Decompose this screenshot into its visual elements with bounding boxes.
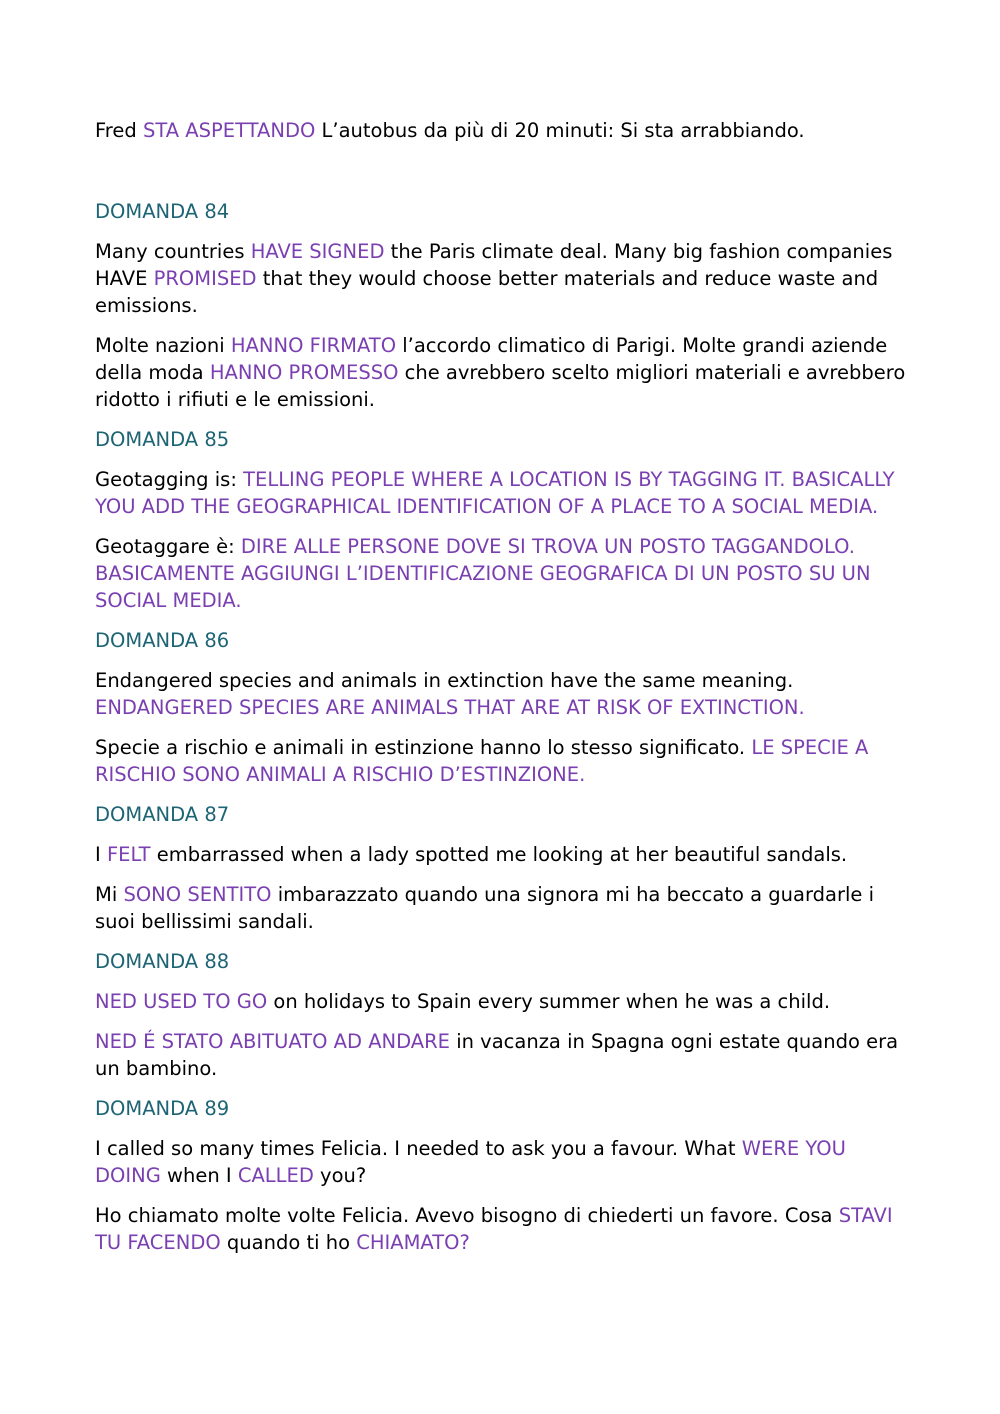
intro-sentence: Fred STA ASPETTANDO L’autobus da più di 20 minuti: Si sta arrabbiando.: [95, 119, 805, 142]
question-heading-89: DOMANDA 89: [95, 1097, 230, 1120]
english-sentence-86: Endangered species and animals in extinction have the same meaning. ENDANGERED SPECIES ARE ANIMALS THAT ARE AT RISK OF EXTINCTION.: [95, 669, 805, 719]
question-heading-88: DOMANDA 88: [95, 950, 230, 973]
english-sentence-85: Geotagging is: TELLING PEOPLE WHERE A LOCATION IS BY TAGGING IT. BASICALLY YOU ADD THE GEOGRAPHICAL IDENTIFICATION OF A PLACE TO A SOCIAL MEDIA.: [95, 468, 895, 518]
answer-highlight: STA ASPETTANDO: [142, 119, 316, 142]
answer-highlight: TELLING PEOPLE WHERE A LOCATION IS BY TAGGING IT. BASICALLY YOU ADD THE GEOGRAPHICAL IDENTIFICATION OF A PLACE TO A SOCIAL MEDIA.: [95, 468, 895, 518]
italian-sentence-89: Ho chiamato molte volte Felicia. Avevo bisogno di chiederti un favore. Cosa STAVI TU FACENDO quando ti ho CHIAMATO?: [95, 1204, 893, 1254]
answer-highlight: LE SPECIE A RISCHIO SONO ANIMALI A RISCHIO D’ESTINZIONE.: [95, 736, 869, 786]
question-heading-85: DOMANDA 85: [95, 428, 230, 451]
answer-highlight: NED É STATO ABITUATO AD ANDARE: [95, 1030, 450, 1053]
italian-sentence-87: Mi SONO SENTITO imbarazzato quando una signora mi ha beccato a guardarle i suoi bellissimi sandali.: [95, 883, 875, 933]
answer-highlight: CALLED: [237, 1164, 314, 1187]
english-sentence-89: I called so many times Felicia. I needed to ask you a favour. What WERE YOU DOING when I CALLED you?: [95, 1137, 846, 1187]
answer-highlight: PROMISED: [153, 267, 257, 290]
italian-sentence-85: Geotaggare è: DIRE ALLE PERSONE DOVE SI TROVA UN POSTO TAGGANDOLO. BASICAMENTE AGGIUNGI L’IDENTIFICAZIONE GEOGRAFICA DI UN POSTO SU UN SOCIAL MEDIA.: [95, 535, 871, 612]
answer-highlight: NED USED TO GO: [95, 990, 268, 1013]
italian-sentence-86: Specie a rischio e animali in estinzione hanno lo stesso significato. LE SPECIE A RISCHIO SONO ANIMALI A RISCHIO D’ESTINZIONE.: [95, 736, 869, 786]
answer-highlight: FELT: [106, 843, 151, 866]
english-sentence-84: Many countries HAVE SIGNED the Paris climate deal. Many big fashion companies HAVE PROMISED that they would choose better materials and reduce waste and emissions.: [95, 240, 893, 317]
answer-highlight: CHIAMATO?: [356, 1231, 470, 1254]
answer-highlight: STAVI TU FACENDO: [95, 1204, 893, 1254]
question-heading-84: DOMANDA 84: [95, 200, 230, 223]
question-heading-86: DOMANDA 86: [95, 629, 230, 652]
answer-highlight: HANNO FIRMATO: [230, 334, 397, 357]
document-page: [95, 117, 910, 1269]
question-heading-87: DOMANDA 87: [95, 803, 230, 826]
answer-highlight: HANNO PROMESSO: [209, 361, 399, 384]
answer-highlight: HAVE SIGNED: [250, 240, 385, 263]
italian-sentence-88: NED É STATO ABITUATO AD ANDARE in vacanza in Spagna ogni estate quando era un bambino.: [95, 1030, 899, 1080]
answer-highlight: WERE YOU DOING: [95, 1137, 846, 1187]
answer-highlight: ENDANGERED SPECIES ARE ANIMALS THAT ARE AT RISK OF EXTINCTION.: [95, 696, 805, 719]
answer-highlight: SONO SENTITO: [123, 883, 272, 906]
english-sentence-87: I FELT embarrassed when a lady spotted me looking at her beautiful sandals.: [95, 843, 848, 866]
answer-highlight: DIRE ALLE PERSONE DOVE SI TROVA UN POSTO TAGGANDOLO. BASICAMENTE AGGIUNGI L’IDENTIFICAZIONE GEOGRAFICA DI UN POSTO SU UN SOCIAL MEDIA.: [95, 535, 871, 612]
english-sentence-88: NED USED TO GO on holidays to Spain every summer when he was a child.: [95, 990, 831, 1013]
italian-sentence-84: Molte nazioni HANNO FIRMATO l’accordo climatico di Parigi. Molte grandi aziende della moda HANNO PROMESSO che avrebbero scelto migliori materiali e avrebbero ridotto i rifiuti e le emissioni.: [95, 334, 906, 411]
